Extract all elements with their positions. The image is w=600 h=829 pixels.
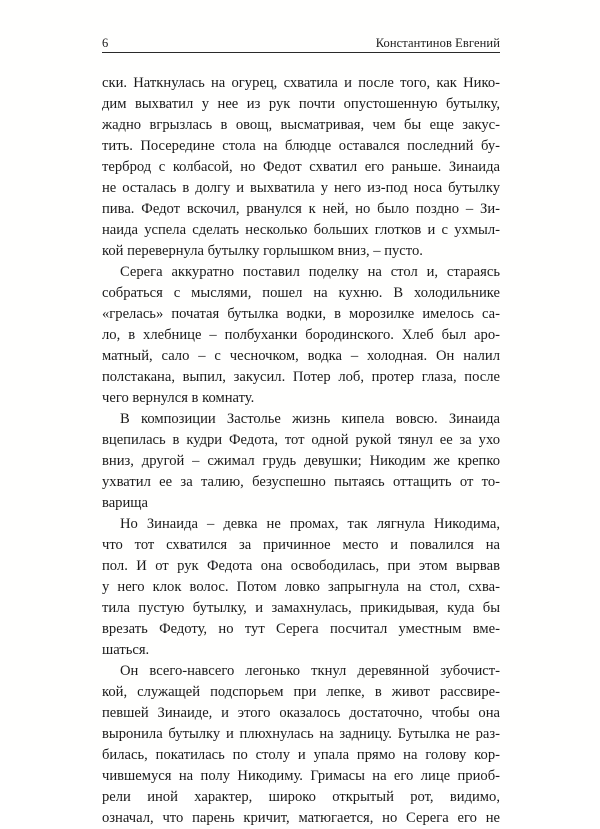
text-line: дим выхватил у нее из рук почти опустошенную бутылку, — [102, 96, 500, 112]
text-line: Он всего-навсего легонько ткнул деревянной зубочист- — [120, 663, 500, 679]
text-line: ло, в хлебнице – полбуханки бородинского. Хлеб был аро- — [102, 327, 500, 343]
text-line: терброд с колбасой, но Федот схватил его раньше. Зинаида — [102, 159, 500, 175]
text-line: кой перевернула бутылку горлышком вниз, – пусто. — [102, 243, 423, 259]
text-line: ски. Наткнулась на огурец, схватила и после того, как Нико- — [102, 75, 500, 91]
body-text — [102, 73, 500, 829]
text-line: выронила бутылку и плюхнулась на задницу. Бутылка не раз- — [102, 726, 500, 742]
text-line: тить. Посередине стола на блюдце оставался последний бу- — [102, 138, 500, 154]
text-line: чего вернулся в комнату. — [102, 390, 255, 406]
text-line: ухватил ее за талию, безуспешно пытаясь оттащить от то- — [102, 474, 500, 490]
text-line: варища — [102, 495, 148, 511]
text-line: чившемуся на полу Никодиму. Гримасы на его лице приоб- — [102, 768, 500, 784]
page-number: 6 — [102, 36, 109, 50]
text-line: Но Зинаида – девка не промах, так лягнула Никодима, — [120, 516, 500, 532]
text-line: наида успела сделать несколько больших глотков и с ухмыл- — [102, 222, 500, 238]
running-head: Константинов Евгений — [375, 36, 500, 50]
text-line: шаться. — [102, 642, 150, 658]
text-line: не осталась в долгу и выхватила у него из-под носа бутылку — [102, 180, 500, 196]
text-line: что тот схватился за причинное место и повалился на — [102, 537, 500, 553]
header-rule — [102, 52, 500, 53]
text-line: вцепилась в кудри Федота, тот одной рукой тянул ее за ухо — [102, 432, 500, 448]
text-line: В композиции Застолье жизнь кипела вовсю. Зинаида — [120, 411, 500, 427]
text-line: означал, что парень кричит, матюгается, но Серега его не — [102, 810, 500, 826]
text-line: Серега аккуратно поставил поделку на стол и, стараясь — [120, 264, 500, 280]
text-line: матный, сало – с чесночком, водка – холодная. Он налил — [102, 348, 500, 364]
text-line: собраться с мыслями, пошел на кухню. В холодильнике — [102, 285, 500, 301]
text-line: жадно вгрызлась в овощ, высматривая, чем бы еще закус- — [102, 117, 500, 133]
text-line: полстакана, выпил, закусил. Потер лоб, протер глаза, после — [102, 369, 500, 385]
text-line: вниз, другой – сжимал грудь девушки; Никодим же крепко — [102, 453, 500, 469]
text-line: врезать Федоту, но тут Серега посчитал уместным вме- — [102, 621, 500, 637]
text-line: пива. Федот вскочил, рванулся к ней, но было поздно – Зи- — [102, 201, 500, 217]
text-line: у него клок волос. Потом ловко запрыгнула на стол, схва- — [102, 579, 500, 595]
text-line: рели иной характер, широко открытый рот, видимо, — [102, 789, 500, 805]
text-line: кой, служащей подспорьем при лепке, в живот рассвире- — [102, 684, 500, 700]
text-line: тила пустую бутылку, и замахнулась, прикидывая, куда бы — [102, 600, 500, 616]
text-line: певшей Зинаиде, и этого оказалось достаточно, чтобы она — [102, 705, 500, 721]
page-header — [102, 30, 500, 52]
text-line: «грелась» початая бутылка водки, в морозилке имелось са- — [102, 306, 500, 322]
text-line: пол. И от рук Федота она освободилась, при этом вырвав — [102, 558, 500, 574]
text-line: билась, покатилась по столу и упала прямо на голову кор- — [102, 747, 500, 763]
